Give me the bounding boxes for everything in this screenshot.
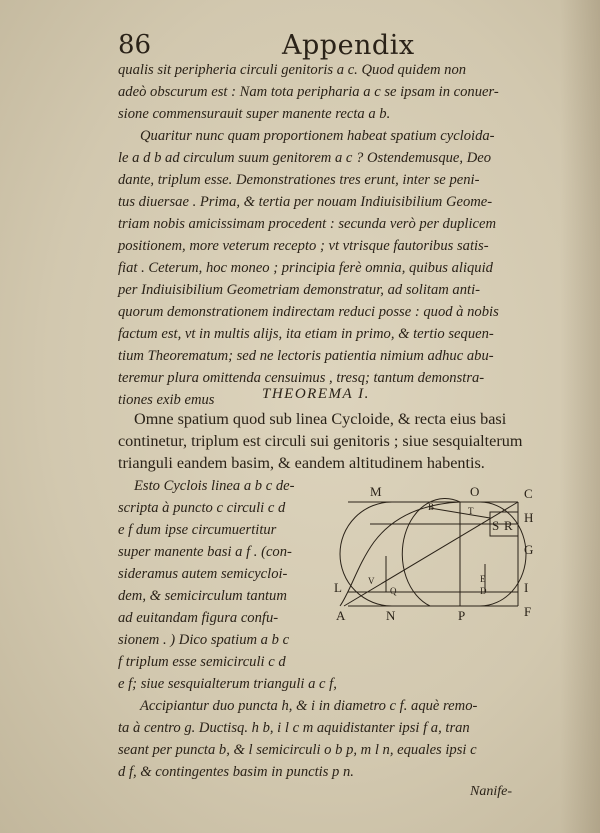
proof-line: e f; siue sesquialterum trianguli a c f, <box>118 676 337 692</box>
label-a: A <box>336 608 346 623</box>
label-l: L <box>334 580 342 595</box>
label-n: N <box>386 608 396 623</box>
semicircle-mid <box>402 498 460 606</box>
text-line: factum est, vt in multis alijs, ita etiam in primo, & tertio sequen- <box>118 326 494 342</box>
text-line: adeò obscurum est : Nam tota peripharia a c se ipsam in conuer- <box>118 84 499 100</box>
proof-line: sideramus autem semicycloi- <box>118 566 288 582</box>
label-s: S <box>492 518 500 533</box>
text-line: teremur plura omittenda censuimus , tresq; tantum demonstra- <box>118 370 485 386</box>
catchword: Nanife- <box>470 784 512 799</box>
text-line: quorum demonstrationem indirectam reduci posse : quod à nobis <box>118 304 499 320</box>
proof-line: Accipiantur duo puncta h, & i in diametro c f. aquè remo- <box>140 698 478 714</box>
proof-line: f triplum esse semicirculi c d <box>118 654 286 670</box>
page-edge-shadow <box>560 0 600 833</box>
theorem-line: Omne spatium quod sub linea Cycloide, & recta eius basi <box>134 410 507 428</box>
text-line: dante, triplum esse. Demonstrationes tres erunt, inter se peni- <box>118 172 480 188</box>
proof-line: sionem . ) Dico spatium a b c <box>118 632 290 648</box>
cycloid-curve <box>340 502 460 606</box>
theorem-line: continetur, triplum est circuli sui genitoris ; siue sesquialterum <box>118 432 523 450</box>
label-c: C <box>524 486 533 501</box>
text-line: sione commensurauit super manente recta a b. <box>118 106 391 122</box>
label-r: R <box>504 518 513 533</box>
theorem-heading: THEOREMA I. <box>262 386 370 402</box>
proof-line: super manente basi a f . (con- <box>118 544 292 560</box>
label-h: H <box>524 510 534 525</box>
proof-line: scripta à puncto c circuli c d <box>118 500 286 516</box>
page-title: Appendix <box>282 30 415 61</box>
page-number: 86 <box>118 30 152 60</box>
proof-line: ta à centro g. Ductisq. h b, i l c m aquidistanter ipsi f a, tran <box>118 720 470 736</box>
proof-line: seant per puncta b, & l semicirculi o b p, m l n, equales ipsi c <box>118 742 477 758</box>
cycloid-diagram <box>330 484 540 624</box>
label-p: P <box>458 608 466 623</box>
label-b: B <box>428 502 435 512</box>
label-o: O <box>470 484 480 499</box>
label-m: M <box>370 484 382 499</box>
label-e: E <box>480 574 486 584</box>
text-line: positionem, more veterum recepto ; vt vtrisque fautoribus satis- <box>118 238 489 254</box>
label-q: Q <box>390 586 397 596</box>
text-line: tus diuersae . Prima, & tertia per nouam Indiuisibilium Geome- <box>118 194 493 210</box>
text-line: triam nobis amicissimam procedent : secunda verò per duplicem <box>118 216 497 232</box>
text-line: tium Theorematum; sed ne lectoris patientia nimium adhuc abu- <box>118 348 494 364</box>
label-g: G <box>524 542 534 557</box>
proof-line: d f, & contingentes basim in punctis p n. <box>118 764 354 780</box>
label-v: V <box>368 576 375 586</box>
label-i: I <box>524 580 529 595</box>
proof-line: Esto Cyclois linea a b c de- <box>134 478 295 494</box>
label-d: D <box>480 586 487 596</box>
text-line: fiat . Ceterum, hoc moneo ; principia ferè omnia, quibus aliquid <box>118 260 493 276</box>
proof-line: dem, & semicirculum tantum <box>118 588 287 604</box>
theorem-line: trianguli eandem basim, & eandem altitudinem habentis. <box>118 454 485 472</box>
text-line: qualis sit peripheria circuli genitoris a c. Quod quidem non <box>118 62 467 78</box>
text-line: Quaritur nunc quam proportionem habeat spatium cycloida- <box>140 128 495 144</box>
text-line: tiones exib emus <box>118 392 215 408</box>
text-line: per Indiuisibilium Geometriam demonstratur, ad solitam anti- <box>118 282 480 298</box>
proof-line: ad euitandam figura confu- <box>118 610 279 626</box>
label-f: F <box>524 604 532 619</box>
proof-line: e f dum ipse circumuertitur <box>118 522 277 538</box>
label-t: T <box>468 506 474 516</box>
text-line: le a d b ad circulum suum genitorem a c ? Ostendemusque, Deo <box>118 150 492 166</box>
